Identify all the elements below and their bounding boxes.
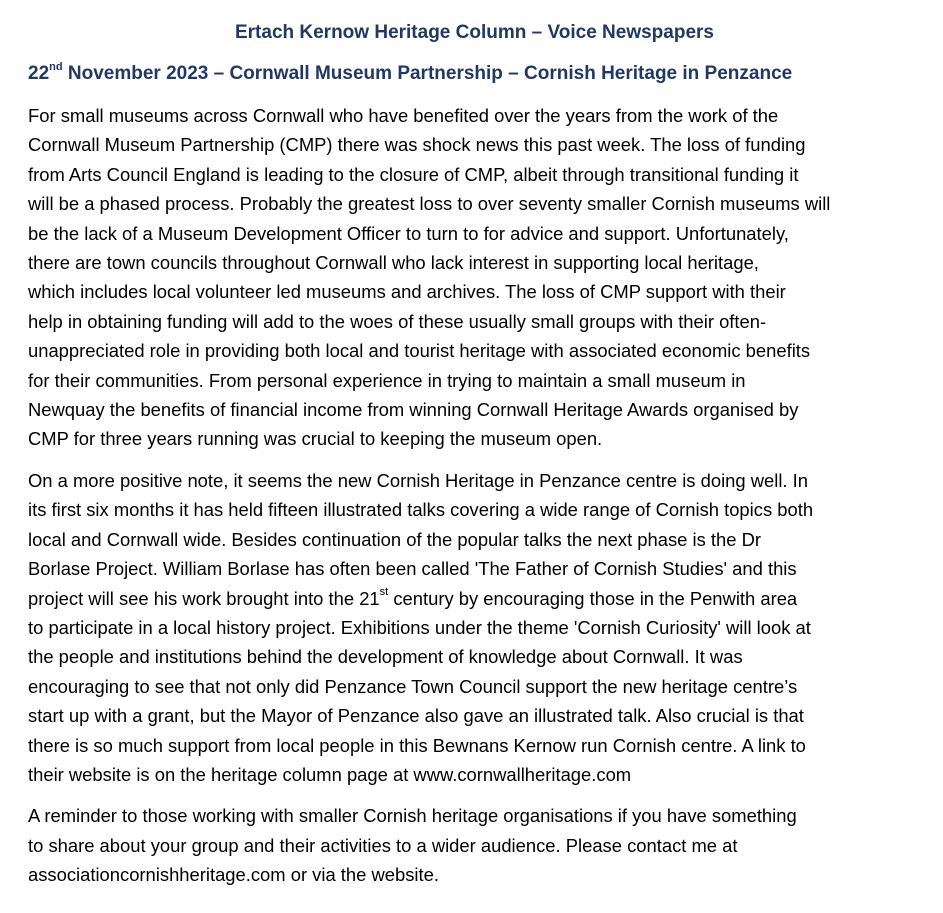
century-ordinal-suffix: st: [379, 586, 389, 599]
dateline-text: November 2023 – Cornwall Museum Partnership – Cornish Heritage in Penzance: [62, 63, 793, 84]
century-line-start: project will see his work brought into the 21: [28, 587, 380, 609]
paragraph-line: for their communities. From personal experience in trying to maintain a small museum in: [28, 369, 746, 391]
paragraph-line: help in obtaining funding will add to the woes of these usually small groups with their often-: [28, 310, 767, 332]
paragraph-line: On a more positive note, it seems the new Cornish Heritage in Penzance centre is doing well. In: [28, 469, 808, 491]
paragraph-line: their website is on the heritage column page at www.cornwallheritage.com: [28, 763, 632, 785]
column-title: Ertach Kernow Heritage Column – Voice Newspapers: [234, 22, 714, 43]
paragraph-line: there is so much support from local people in this Bewnans Kernow run Cornish centre. A link to: [28, 734, 806, 756]
paragraph-line: For small museums across Cornwall who have benefited over the years from the work of the: [28, 105, 779, 126]
paragraph-line: be the lack of a Museum Development Officer to turn to for advice and support. Unfortunately,: [28, 222, 789, 244]
paragraph-line: Borlase Project. William Borlase has often been called 'The Father of Cornish Studies' and this: [28, 558, 797, 580]
paragraph-line: unappreciated role in providing both local and tourist heritage with associated economic benefits: [28, 340, 811, 362]
paragraph-line: A reminder to those working with smaller Cornish heritage organisations if you have something: [28, 805, 797, 827]
article-dateline: [28, 61, 921, 87]
paragraph-cmp-funding: [28, 101, 921, 454]
paragraph-line: there are town councils throughout Cornwall who lack interest in supporting local heritage,: [28, 252, 759, 274]
paragraph-line: Cornwall Museum Partnership (CMP) there was shock news this past week. The loss of funding: [28, 134, 806, 156]
paragraph-line-century: [28, 584, 921, 613]
paragraph-line: CMP for three years running was crucial to keeping the museum open.: [28, 428, 603, 450]
paragraph-line: local and Cornwall wide. Besides continuation of the popular talks the next phase is the Dr: [28, 528, 761, 550]
paragraph-line: which includes local volunteer led museums and archives. The loss of CMP support with their: [28, 281, 786, 303]
paragraph-line: from Arts Council England is leading to the closure of CMP, albeit through transitional funding it: [28, 163, 799, 185]
paragraph-line: its first six months it has held fifteen illustrated talks covering a wide range of Cornish topics both: [28, 499, 814, 521]
paragraph-line: encouraging to see that not only did Penzance Town Council support the new heritage centre’s: [28, 675, 798, 697]
dateline-day: 22: [28, 63, 50, 84]
paragraph-line: start up with a grant, but the Mayor of Penzance also gave an illustrated talk. Also crucial is that: [28, 705, 804, 727]
paragraph-reminder: [28, 801, 921, 889]
century-line-end: century by encouraging those in the Penwith area: [388, 587, 798, 609]
paragraph-line: to participate in a local history project. Exhibitions under the theme 'Cornish Curiosity' will look at: [28, 616, 811, 638]
paragraph-penzance-centre: [28, 466, 921, 789]
dateline-day-suffix: nd: [49, 60, 63, 73]
paragraph-line: to share about your group and their activities to a wider audience. Please contact me at: [28, 834, 738, 856]
paragraph-line: associationcornishheritage.com or via the website.: [28, 864, 439, 886]
paragraph-line: Newquay the benefits of financial income from winning Cornwall Heritage Awards organised by: [28, 399, 799, 421]
paragraph-line: will be a phased process. Probably the greatest loss to over seventy smaller Cornish museums will: [28, 193, 831, 215]
paragraph-line: the people and institutions behind the development of knowledge about Cornwall. It was: [28, 646, 743, 668]
